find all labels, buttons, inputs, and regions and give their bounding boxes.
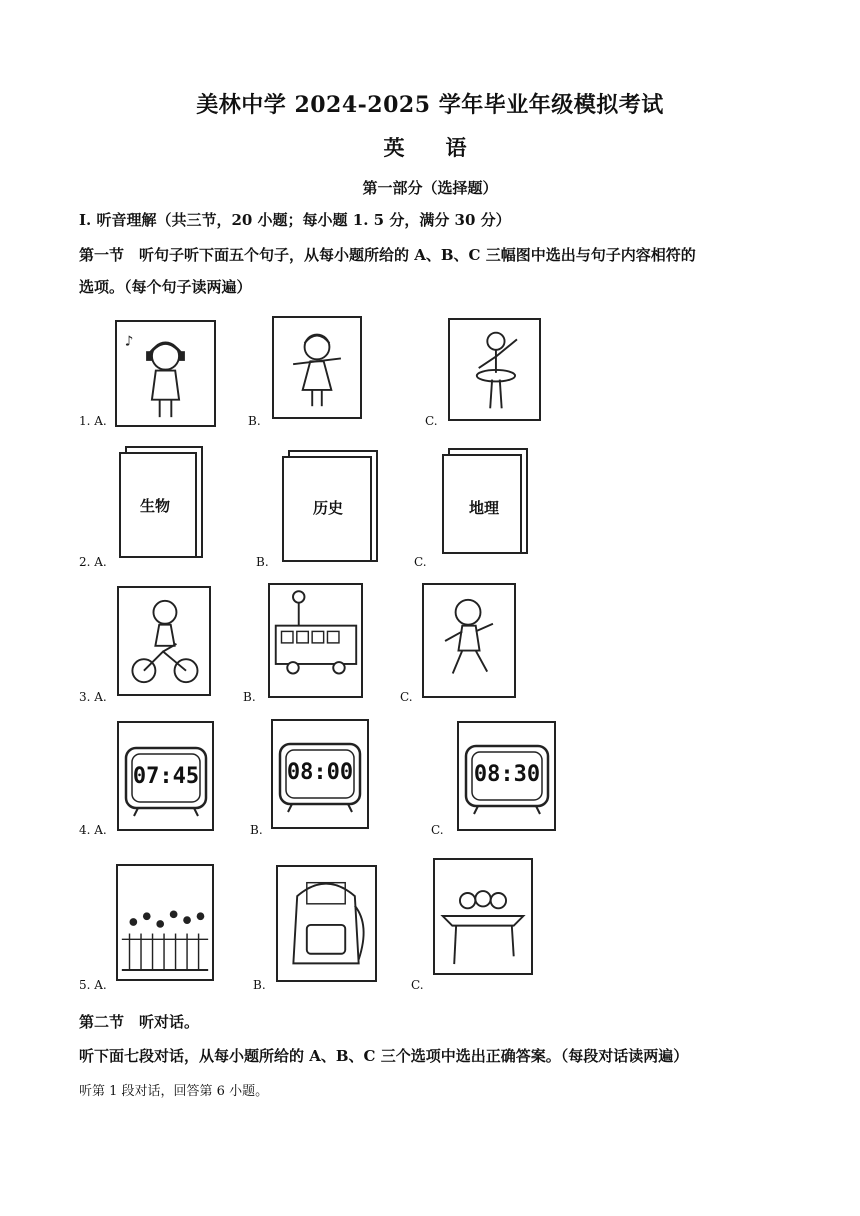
section1-instruction-line1: 第一节 听句子听下面五个句子，从每小题所给的 A、B、C 三幅图中选出与句子内容相符的: [79, 246, 696, 264]
part-heading: 第一部分（选择题）: [362, 179, 498, 197]
q4-option-b-clock[interactable]: [270, 718, 370, 830]
q2-option-a-book[interactable]: [116, 443, 206, 561]
q1-label-c: C.: [425, 414, 438, 428]
book-title-biology: 生物: [140, 497, 171, 515]
q3-label: 3. A.: [79, 690, 107, 704]
q4-label-c: C.: [431, 823, 444, 837]
q3-option-a-image[interactable]: [117, 586, 211, 696]
ballet-dancer-icon: [450, 320, 539, 419]
section2-heading: 第二节 听对话。: [79, 1013, 200, 1031]
walking-boy-icon: [424, 585, 514, 696]
q4-option-a-clock[interactable]: [116, 720, 215, 832]
q2-option-b-book[interactable]: [279, 449, 381, 565]
exam-title: 美林中学 2024-2025 学年毕业年级模拟考试: [196, 92, 664, 118]
apples-on-table-icon: [435, 860, 531, 973]
school-bag-icon: [278, 867, 375, 980]
q5-option-b-image[interactable]: [276, 865, 377, 982]
q3-label-c: C.: [400, 690, 413, 704]
q5-label: 5. A.: [79, 978, 107, 992]
q4-label: 4. A.: [79, 823, 107, 837]
q5-option-a-image[interactable]: [116, 864, 214, 981]
clock-time-a: 07:45: [132, 764, 200, 789]
q4-option-c-clock[interactable]: [456, 720, 557, 832]
book-title-history: 历史: [313, 499, 344, 517]
q5-label-b: B.: [253, 978, 266, 992]
section1-heading: I. 听音理解（共三节，20 小题；每小题 1. 5 分，满分 30 分）: [79, 211, 511, 229]
section1-instruction-line2: 选项。（每个句子读两遍）: [79, 278, 252, 296]
boy-on-bicycle-icon: [119, 588, 209, 694]
subject-title: 英 语: [383, 135, 477, 160]
q3-option-b-image[interactable]: [268, 583, 363, 698]
svg-text:♪: ♪: [124, 333, 134, 350]
book-title-geography: 地理: [469, 499, 500, 517]
q5-label-c: C.: [411, 978, 424, 992]
clock-time-c: 08:30: [473, 762, 541, 787]
section2-note: 听第 1 段对话，回答第 6 小题。: [79, 1084, 269, 1099]
girl-playing-flute-icon: [274, 318, 360, 417]
garden-flowers-icon: [118, 866, 212, 979]
q1-option-c-image[interactable]: [448, 318, 541, 421]
q4-label-b: B.: [250, 823, 263, 837]
q1-option-b-image[interactable]: [272, 316, 362, 419]
q1-label-b: B.: [248, 414, 261, 428]
bus-icon: [270, 585, 361, 696]
q5-option-c-image[interactable]: [433, 858, 533, 975]
q3-label-b: B.: [243, 690, 256, 704]
q3-option-c-image[interactable]: [422, 583, 516, 698]
clock-time-b: 08:00: [286, 760, 354, 785]
q2-label-c: C.: [414, 555, 427, 569]
q2-label: 2. A.: [79, 555, 107, 569]
q2-option-c-book[interactable]: [439, 447, 531, 557]
q2-label-b: B.: [256, 555, 269, 569]
section2-instruction: 听下面七段对话，从每小题所给的 A、B、C 三个选项中选出正确答案。（每段对话读两遍）: [79, 1047, 689, 1065]
girl-with-headphones-icon: [117, 322, 214, 425]
q1-label: 1. A.: [79, 414, 107, 428]
q1-option-a-image[interactable]: [115, 320, 216, 427]
